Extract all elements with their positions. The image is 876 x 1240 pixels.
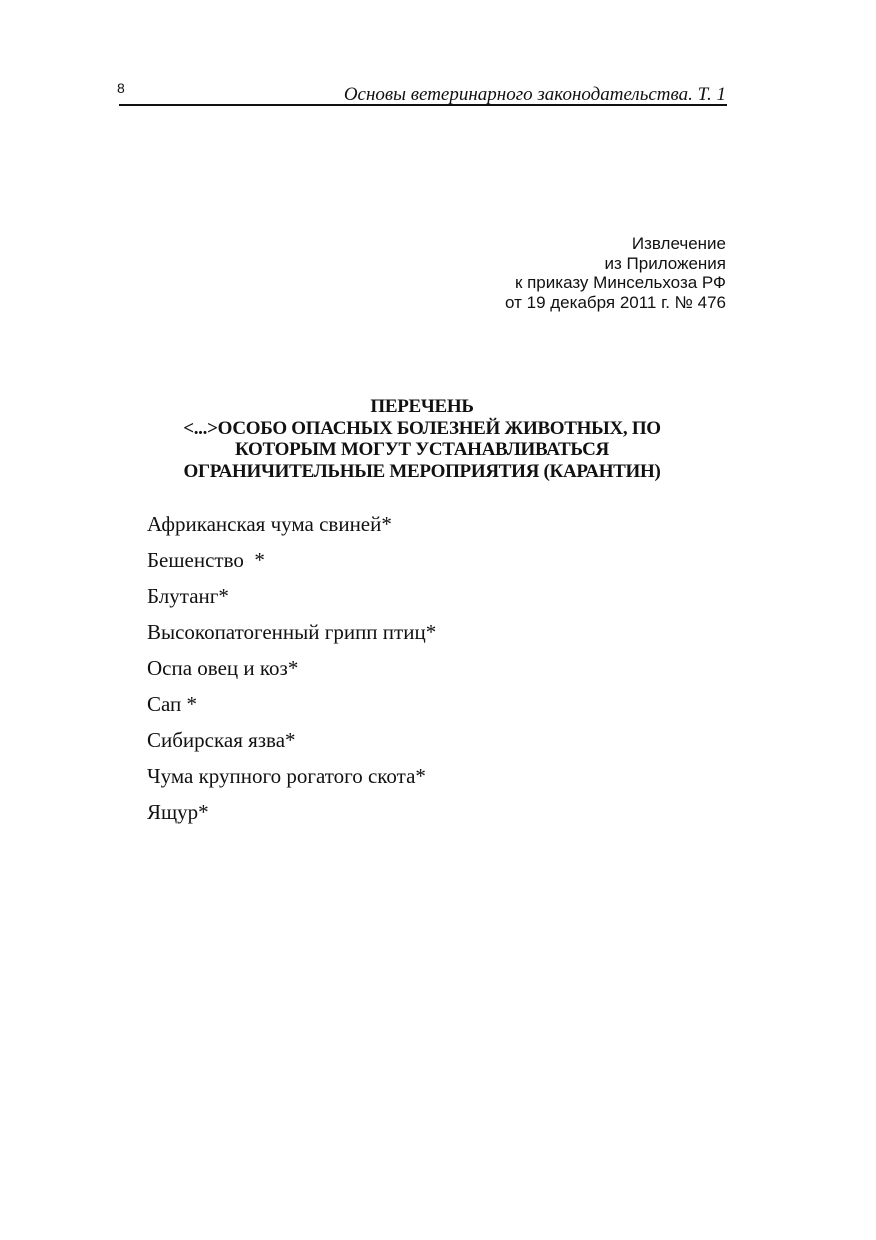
list-item: Сап *	[147, 692, 198, 716]
list-item: Высокопатогенный грипп птиц*	[147, 620, 437, 644]
extract-reference	[505, 234, 726, 312]
list-item: Бешенство *	[147, 548, 265, 572]
extract-line: Извлечение	[631, 234, 726, 253]
extract-line: к приказу Минсельхоза РФ	[514, 273, 726, 292]
list-item: Оспа овец и коз*	[147, 656, 299, 680]
list-item: Ящур*	[147, 800, 209, 824]
header-rule	[119, 104, 727, 106]
extract-line: от 19 декабря 2011 г. № 476	[505, 292, 726, 312]
document-title	[140, 396, 704, 482]
list-item: Сибирская язва*	[147, 728, 296, 752]
title-line: ПЕРЕЧЕНЬ	[370, 396, 474, 417]
extract-line: из Приложения	[604, 253, 726, 273]
disease-list	[147, 511, 436, 835]
title-line: <...>ОСОБО ОПАСНЫХ БОЛЕЗНЕЙ ЖИВОТНЫХ, ПО	[183, 417, 661, 439]
title-line: КОТОРЫМ МОГУТ УСТАНАВЛИВАТЬСЯ	[235, 439, 609, 460]
running-header-title: Основы ветеринарного законодательства. Т. 1	[343, 84, 726, 105]
list-item: Блутанг*	[147, 584, 229, 608]
page-number: 8	[117, 80, 125, 96]
list-item: Чума крупного рогатого скота*	[147, 764, 426, 788]
list-item: Африканская чума свиней*	[147, 512, 392, 536]
title-line: ОГРАНИЧИТЕЛЬНЫЕ МЕРОПРИЯТИЯ (КАРАНТИН)	[183, 460, 661, 482]
